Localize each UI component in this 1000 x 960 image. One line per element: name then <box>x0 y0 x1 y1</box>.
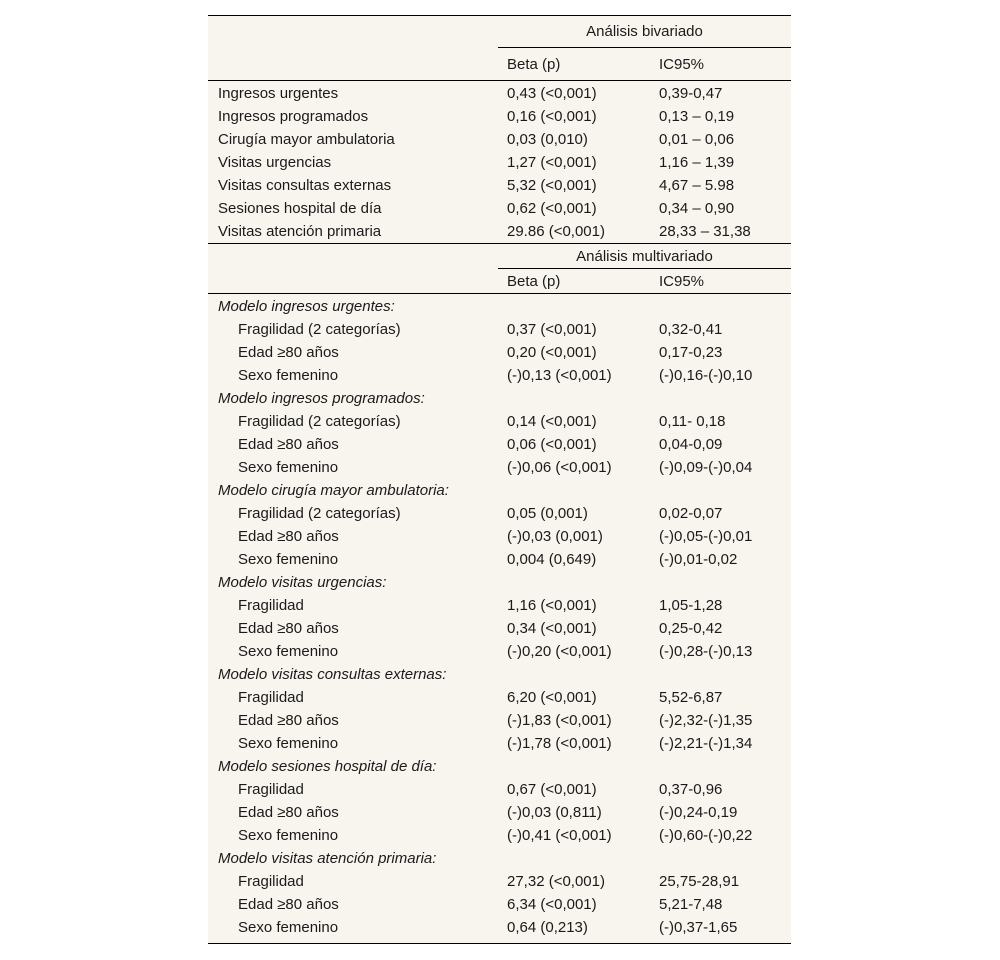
beta-value: 1,16 (<0,001) <box>507 597 597 614</box>
variable-label: Fragilidad <box>238 781 304 798</box>
row-label: Visitas urgencias <box>218 154 332 171</box>
model-title: Modelo cirugía mayor ambulatoria: <box>218 482 449 499</box>
variable-label: Fragilidad <box>238 689 304 706</box>
beta-value: 0,64 (0,213) <box>507 919 588 936</box>
ci-value: 0,25-0,42 <box>659 620 723 637</box>
beta-value: 0,16 (<0,001) <box>507 108 597 125</box>
ci-value: 5,52-6,87 <box>659 689 723 706</box>
ci-value: 0,32-0,41 <box>659 321 723 338</box>
beta-value: (-)0,06 (<0,001) <box>507 459 612 476</box>
row-label: Sesiones hospital de día <box>218 200 382 217</box>
multivariate-title-rule <box>498 268 791 269</box>
ci-value: (-)0,01-0,02 <box>659 551 738 568</box>
ci-value: (-)0,28-(-)0,13 <box>659 643 753 660</box>
ci-value: 28,33 – 31,38 <box>659 223 751 240</box>
beta-value: (-)1,83 (<0,001) <box>507 712 612 729</box>
model-title-row <box>208 663 791 686</box>
beta-value: 0,20 (<0,001) <box>507 344 597 361</box>
variable-label: Fragilidad <box>238 597 304 614</box>
ci-value: 1,05-1,28 <box>659 597 723 614</box>
model-variable-row <box>208 525 791 548</box>
model-title: Modelo ingresos programados: <box>218 390 425 407</box>
ci-value: 0,17-0,23 <box>659 344 723 361</box>
bivariate-row <box>208 105 791 128</box>
model-title: Modelo visitas consultas externas: <box>218 666 447 683</box>
model-variable-row <box>208 456 791 479</box>
bivariate-row <box>208 174 791 197</box>
variable-label: Edad ≥80 años <box>238 436 339 453</box>
beta-value: 0,62 (<0,001) <box>507 200 597 217</box>
model-variable-row <box>208 364 791 387</box>
variable-label: Fragilidad (2 categorías) <box>238 413 401 430</box>
row-label: Ingresos urgentes <box>218 85 339 102</box>
multivariate-ci-header: IC95% <box>659 273 705 290</box>
beta-value: (-)0,13 (<0,001) <box>507 367 612 384</box>
model-variable-row <box>208 548 791 571</box>
variable-label: Fragilidad <box>238 873 304 890</box>
ci-value: 0,34 – 0,90 <box>659 200 735 217</box>
variable-label: Sexo femenino <box>238 735 339 752</box>
ci-value: (-)0,05-(-)0,01 <box>659 528 753 545</box>
model-variable-row <box>208 410 791 433</box>
model-variable-row <box>208 893 791 916</box>
model-variable-row <box>208 617 791 640</box>
bivariate-row <box>208 128 791 151</box>
model-variable-row <box>208 801 791 824</box>
model-variable-row <box>208 433 791 456</box>
beta-value: 5,32 (<0,001) <box>507 177 597 194</box>
beta-value: (-)0,03 (0,811) <box>507 804 602 821</box>
row-label: Visitas atención primaria <box>218 223 382 240</box>
ci-value: (-)0,16-(-)0,10 <box>659 367 753 384</box>
bivariate-row <box>208 82 791 105</box>
ci-value: 4,67 – 5.98 <box>659 177 735 194</box>
bottom-rule <box>208 943 791 944</box>
row-label: Visitas consultas externas <box>218 177 392 194</box>
variable-label: Sexo femenino <box>238 459 339 476</box>
beta-value: 6,34 (<0,001) <box>507 896 597 913</box>
model-variable-row <box>208 709 791 732</box>
multivariate-header-row <box>208 270 791 293</box>
model-variable-row <box>208 341 791 364</box>
beta-value: (-)0,03 (0,001) <box>507 528 603 545</box>
beta-value: 1,27 (<0,001) <box>507 154 597 171</box>
ci-value: (-)0,09-(-)0,04 <box>659 459 753 476</box>
model-variable-row <box>208 870 791 893</box>
bivariate-row <box>208 197 791 220</box>
multivariate-header-rule <box>208 293 791 294</box>
model-title-row <box>208 295 791 318</box>
multivariate-beta-header: Beta (p) <box>507 273 561 290</box>
variable-label: Sexo femenino <box>238 367 339 384</box>
ci-value: (-)0,37-1,65 <box>659 919 738 936</box>
bivariate-header-rule <box>208 80 791 81</box>
bivariate-row <box>208 151 791 174</box>
beta-value: 0,03 (0,010) <box>507 131 588 148</box>
beta-value: 0,43 (<0,001) <box>507 85 597 102</box>
variable-label: Sexo femenino <box>238 551 339 568</box>
bivariate-beta-header: Beta (p) <box>507 56 561 73</box>
ci-value: 0,37-0,96 <box>659 781 723 798</box>
ci-value: 0,39-0,47 <box>659 85 723 102</box>
bivariate-row <box>208 220 791 243</box>
variable-label: Edad ≥80 años <box>238 620 339 637</box>
model-variable-row <box>208 502 791 525</box>
beta-value: 0,004 (0,649) <box>507 551 597 568</box>
model-variable-row <box>208 732 791 755</box>
model-title: Modelo visitas urgencias: <box>218 574 387 591</box>
model-title-row <box>208 847 791 870</box>
beta-value: 29.86 (<0,001) <box>507 223 605 240</box>
beta-value: 0,37 (<0,001) <box>507 321 597 338</box>
beta-value: 0,14 (<0,001) <box>507 413 597 430</box>
ci-value: 25,75-28,91 <box>659 873 740 890</box>
model-variable-row <box>208 686 791 709</box>
beta-value: 0,06 (<0,001) <box>507 436 597 453</box>
model-title: Modelo visitas atención primaria: <box>218 850 437 867</box>
variable-label: Edad ≥80 años <box>238 804 339 821</box>
model-title: Modelo sesiones hospital de día: <box>218 758 437 775</box>
ci-value: 0,04-0,09 <box>659 436 723 453</box>
variable-label: Fragilidad (2 categorías) <box>238 505 401 522</box>
multivariate-top-rule <box>208 243 791 244</box>
beta-value: 27,32 (<0,001) <box>507 873 605 890</box>
ci-value: 5,21-7,48 <box>659 896 723 913</box>
model-variable-row <box>208 594 791 617</box>
ci-value: (-)0,60-(-)0,22 <box>659 827 753 844</box>
ci-value: (-)2,32-(-)1,35 <box>659 712 753 729</box>
variable-label: Sexo femenino <box>238 919 339 936</box>
variable-label: Edad ≥80 años <box>238 712 339 729</box>
model-variable-row <box>208 640 791 663</box>
beta-value: 0,05 (0,001) <box>507 505 588 522</box>
multivariate-title: Análisis multivariado <box>576 248 713 265</box>
variable-label: Sexo femenino <box>238 827 339 844</box>
beta-value: 0,34 (<0,001) <box>507 620 597 637</box>
ci-value: (-)2,21-(-)1,34 <box>659 735 753 752</box>
bivariate-title-rule <box>498 47 791 48</box>
top-rule <box>208 15 791 16</box>
results-table <box>208 15 791 944</box>
model-title-row <box>208 755 791 778</box>
model-variable-row <box>208 824 791 847</box>
bivariate-title: Análisis bivariado <box>586 23 703 40</box>
ci-value: (-)0,24-0,19 <box>659 804 738 821</box>
row-label: Cirugía mayor ambulatoria <box>218 131 395 148</box>
variable-label: Fragilidad (2 categorías) <box>238 321 401 338</box>
bivariate-header-row <box>208 53 791 76</box>
ci-value: 0,01 – 0,06 <box>659 131 735 148</box>
variable-label: Edad ≥80 años <box>238 896 339 913</box>
model-title-row <box>208 479 791 502</box>
model-title-row <box>208 387 791 410</box>
ci-value: 0,02-0,07 <box>659 505 723 522</box>
beta-value: (-)0,41 (<0,001) <box>507 827 612 844</box>
model-title: Modelo ingresos urgentes: <box>218 298 395 315</box>
model-variable-row <box>208 916 791 939</box>
model-variable-row <box>208 318 791 341</box>
ci-value: 0,13 – 0,19 <box>659 108 735 125</box>
ci-value: 1,16 – 1,39 <box>659 154 735 171</box>
beta-value: 0,67 (<0,001) <box>507 781 597 798</box>
model-variable-row <box>208 778 791 801</box>
beta-value: 6,20 (<0,001) <box>507 689 597 706</box>
variable-label: Edad ≥80 años <box>238 528 339 545</box>
beta-value: (-)1,78 (<0,001) <box>507 735 612 752</box>
beta-value: (-)0,20 (<0,001) <box>507 643 612 660</box>
model-title-row <box>208 571 791 594</box>
ci-value: 0,11- 0,18 <box>659 413 726 430</box>
bivariate-ci-header: IC95% <box>659 56 705 73</box>
row-label: Ingresos programados <box>218 108 369 125</box>
variable-label: Edad ≥80 años <box>238 344 339 361</box>
variable-label: Sexo femenino <box>238 643 339 660</box>
